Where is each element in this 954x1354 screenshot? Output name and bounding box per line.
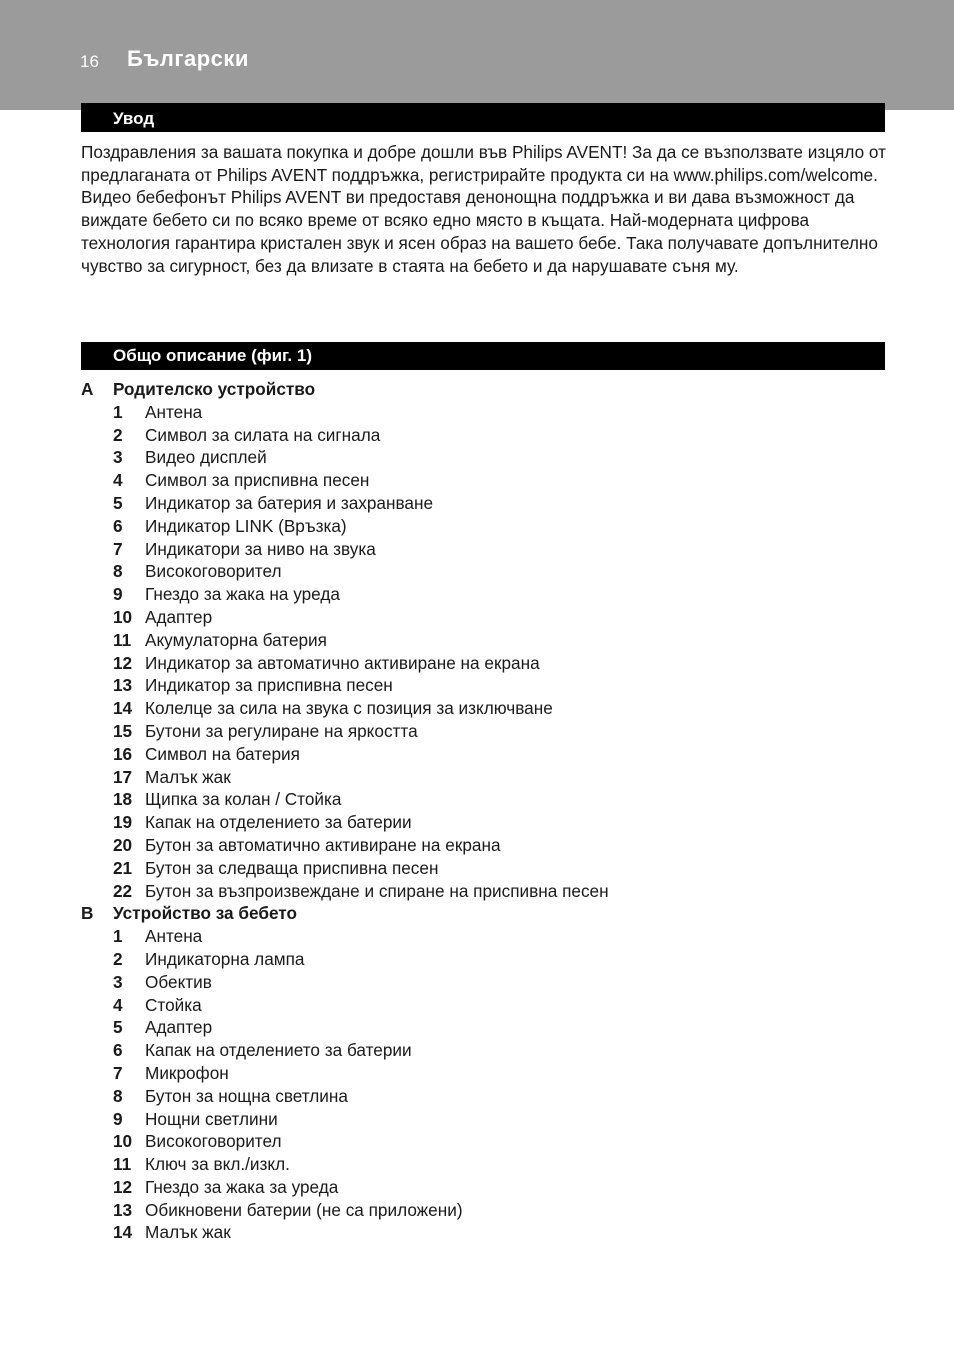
list-item <box>81 560 881 583</box>
list-item <box>81 880 881 903</box>
group-heading-baby-unit <box>81 902 881 925</box>
item-label: Акумулаторна батерия <box>145 629 327 650</box>
item-label: Символ за приспивна песен <box>145 470 370 491</box>
list-item <box>81 515 881 538</box>
list-item <box>81 629 881 652</box>
section-heading-intro: Увод <box>81 103 885 132</box>
item-label: Гнездо за жака на уреда <box>145 584 340 605</box>
list-item <box>81 492 881 515</box>
list-item <box>81 834 881 857</box>
item-label: Индикаторна лампа <box>145 948 305 969</box>
item-label: Обикновени батерии (не са приложени) <box>145 1199 463 1220</box>
list-item <box>81 857 881 880</box>
group-letter: A <box>81 379 94 399</box>
list-item <box>81 469 881 492</box>
item-label: Адаптер <box>145 1017 213 1038</box>
item-label: Адаптер <box>145 606 213 627</box>
group-title: Устройство за бебето <box>113 903 297 924</box>
item-number: 8 <box>113 1085 123 1106</box>
item-label: Високоговорител <box>145 561 282 582</box>
item-label: Колелце за сила на звука с позиция за изключване <box>145 698 553 719</box>
item-number: 14 <box>113 698 133 719</box>
item-number: 7 <box>113 1062 123 1083</box>
item-number: 2 <box>113 424 123 445</box>
item-label: Индикатор LINK (Връзка) <box>145 515 347 536</box>
item-number: 7 <box>113 538 123 559</box>
list-item <box>81 1108 881 1131</box>
item-number: 21 <box>113 857 133 878</box>
item-label: Видео дисплей <box>145 447 267 468</box>
item-label: Бутон за следваща приспивна песен <box>145 857 439 878</box>
language-title: Български <box>127 46 249 71</box>
list-item <box>81 538 881 561</box>
item-label: Малък жак <box>145 766 231 787</box>
item-number: 6 <box>113 515 123 536</box>
group-heading-parent-unit <box>81 378 881 401</box>
list-item <box>81 697 881 720</box>
group-title: Родителско устройство <box>113 379 316 399</box>
list-item <box>81 1153 881 1176</box>
list-item <box>81 1039 881 1062</box>
list-item <box>81 1016 881 1039</box>
section-heading-general-description: Общо описание (фиг. 1) <box>81 342 885 370</box>
item-number: 1 <box>113 401 123 422</box>
item-number: 18 <box>113 789 133 810</box>
item-number: 11 <box>113 629 132 650</box>
item-label: Малък жак <box>145 1222 231 1243</box>
page-number: 16 <box>80 52 99 71</box>
item-label: Символ на батерия <box>145 743 300 764</box>
item-number: 8 <box>113 561 123 582</box>
parent-unit-items <box>81 401 881 903</box>
item-number: 4 <box>113 994 123 1015</box>
item-number: 3 <box>113 447 123 468</box>
item-number: 5 <box>113 1017 123 1038</box>
list-item <box>81 720 881 743</box>
item-label: Микрофон <box>145 1062 229 1083</box>
item-label: Бутон за автоматично активиране на екрана <box>145 834 501 855</box>
item-label: Индикатор за батерия и захранване <box>145 492 434 513</box>
item-number: 3 <box>113 971 123 992</box>
list-item <box>81 674 881 697</box>
item-label: Гнездо за жака за уреда <box>145 1176 339 1197</box>
item-number: 19 <box>113 812 133 833</box>
item-label: Антена <box>145 926 203 947</box>
item-label: Индикатор за приспивна песен <box>145 675 393 696</box>
list-item <box>81 1199 881 1222</box>
item-number: 13 <box>113 675 133 696</box>
item-number: 1 <box>113 926 123 947</box>
list-item <box>81 446 881 469</box>
list-item <box>81 994 881 1017</box>
item-number: 12 <box>113 652 133 673</box>
item-number: 22 <box>113 880 133 901</box>
item-label: Индикатори за ниво на звука <box>145 538 376 559</box>
item-label: Нощни светлини <box>145 1108 278 1129</box>
item-number: 12 <box>113 1176 133 1197</box>
intro-paragraph: Поздравления за вашата покупка и добре дошли във Philips AVENT! За да се възползвате изцяло от предлаганата от Philips AVENT поддръжка, регистрирайте продукта си на www.philips.com/welcome. <box>81 142 886 185</box>
list-item <box>81 1085 881 1108</box>
item-label: Капак на отделението за батерии <box>145 812 412 833</box>
item-label: Щипка за колан / Стойка <box>145 789 342 810</box>
list-item <box>81 583 881 606</box>
list-item <box>81 788 881 811</box>
list-item <box>81 811 881 834</box>
item-label: Антена <box>145 401 203 422</box>
item-number: 14 <box>113 1222 133 1243</box>
item-label: Капак на отделението за батерии <box>145 1040 412 1061</box>
parts-list <box>81 378 881 1244</box>
list-item <box>81 424 881 447</box>
item-number: 9 <box>113 584 123 605</box>
item-number: 13 <box>113 1199 133 1220</box>
item-label: Обектив <box>145 971 212 992</box>
item-label: Бутони за регулиране на яркостта <box>145 720 418 741</box>
item-number: 10 <box>113 606 133 627</box>
list-item <box>81 971 881 994</box>
item-label: Символ за силата на сигнала <box>145 424 381 445</box>
list-item <box>81 401 881 424</box>
list-item <box>81 1062 881 1085</box>
list-item <box>81 766 881 789</box>
item-number: 4 <box>113 470 123 491</box>
list-item <box>81 1221 881 1244</box>
list-item <box>81 743 881 766</box>
list-item <box>81 1130 881 1153</box>
baby-unit-items <box>81 925 881 1244</box>
item-number: 17 <box>113 766 133 787</box>
intro-text <box>81 141 889 277</box>
item-label: Бутон за възпроизвеждане и спиране на приспивна песен <box>145 880 609 901</box>
list-item <box>81 652 881 675</box>
group-letter: B <box>81 903 94 924</box>
list-item <box>81 925 881 948</box>
item-number: 10 <box>113 1131 133 1152</box>
item-label: Високоговорител <box>145 1131 282 1152</box>
item-number: 16 <box>113 743 133 764</box>
item-number: 11 <box>113 1154 132 1175</box>
list-item <box>81 1176 881 1199</box>
item-label: Бутон за нощна светлина <box>145 1085 348 1106</box>
item-number: 20 <box>113 834 133 855</box>
item-label: Стойка <box>145 994 202 1015</box>
list-item <box>81 606 881 629</box>
list-item <box>81 948 881 971</box>
item-number: 2 <box>113 948 123 969</box>
page-header <box>0 0 954 110</box>
item-label: Индикатор за автоматично активиране на екрана <box>145 652 540 673</box>
item-number: 5 <box>113 492 123 513</box>
item-number: 9 <box>113 1108 123 1129</box>
intro-paragraph: Видео бебефонът Philips AVENT ви предоставя денонощна поддръжка и ви дава възможност да виждате бебето си по всяко време от всяко едно място в къщата. Най-модерната цифрова технология гарантира кристален звук и ясен образ на вашето бебе. Така получавате допълнително чувство за сигурност, без да влизате в стаята на бебето и да нарушавате съня му. <box>81 187 878 276</box>
item-label: Ключ за вкл./изкл. <box>145 1154 290 1175</box>
item-number: 6 <box>113 1040 123 1061</box>
item-number: 15 <box>113 720 133 741</box>
